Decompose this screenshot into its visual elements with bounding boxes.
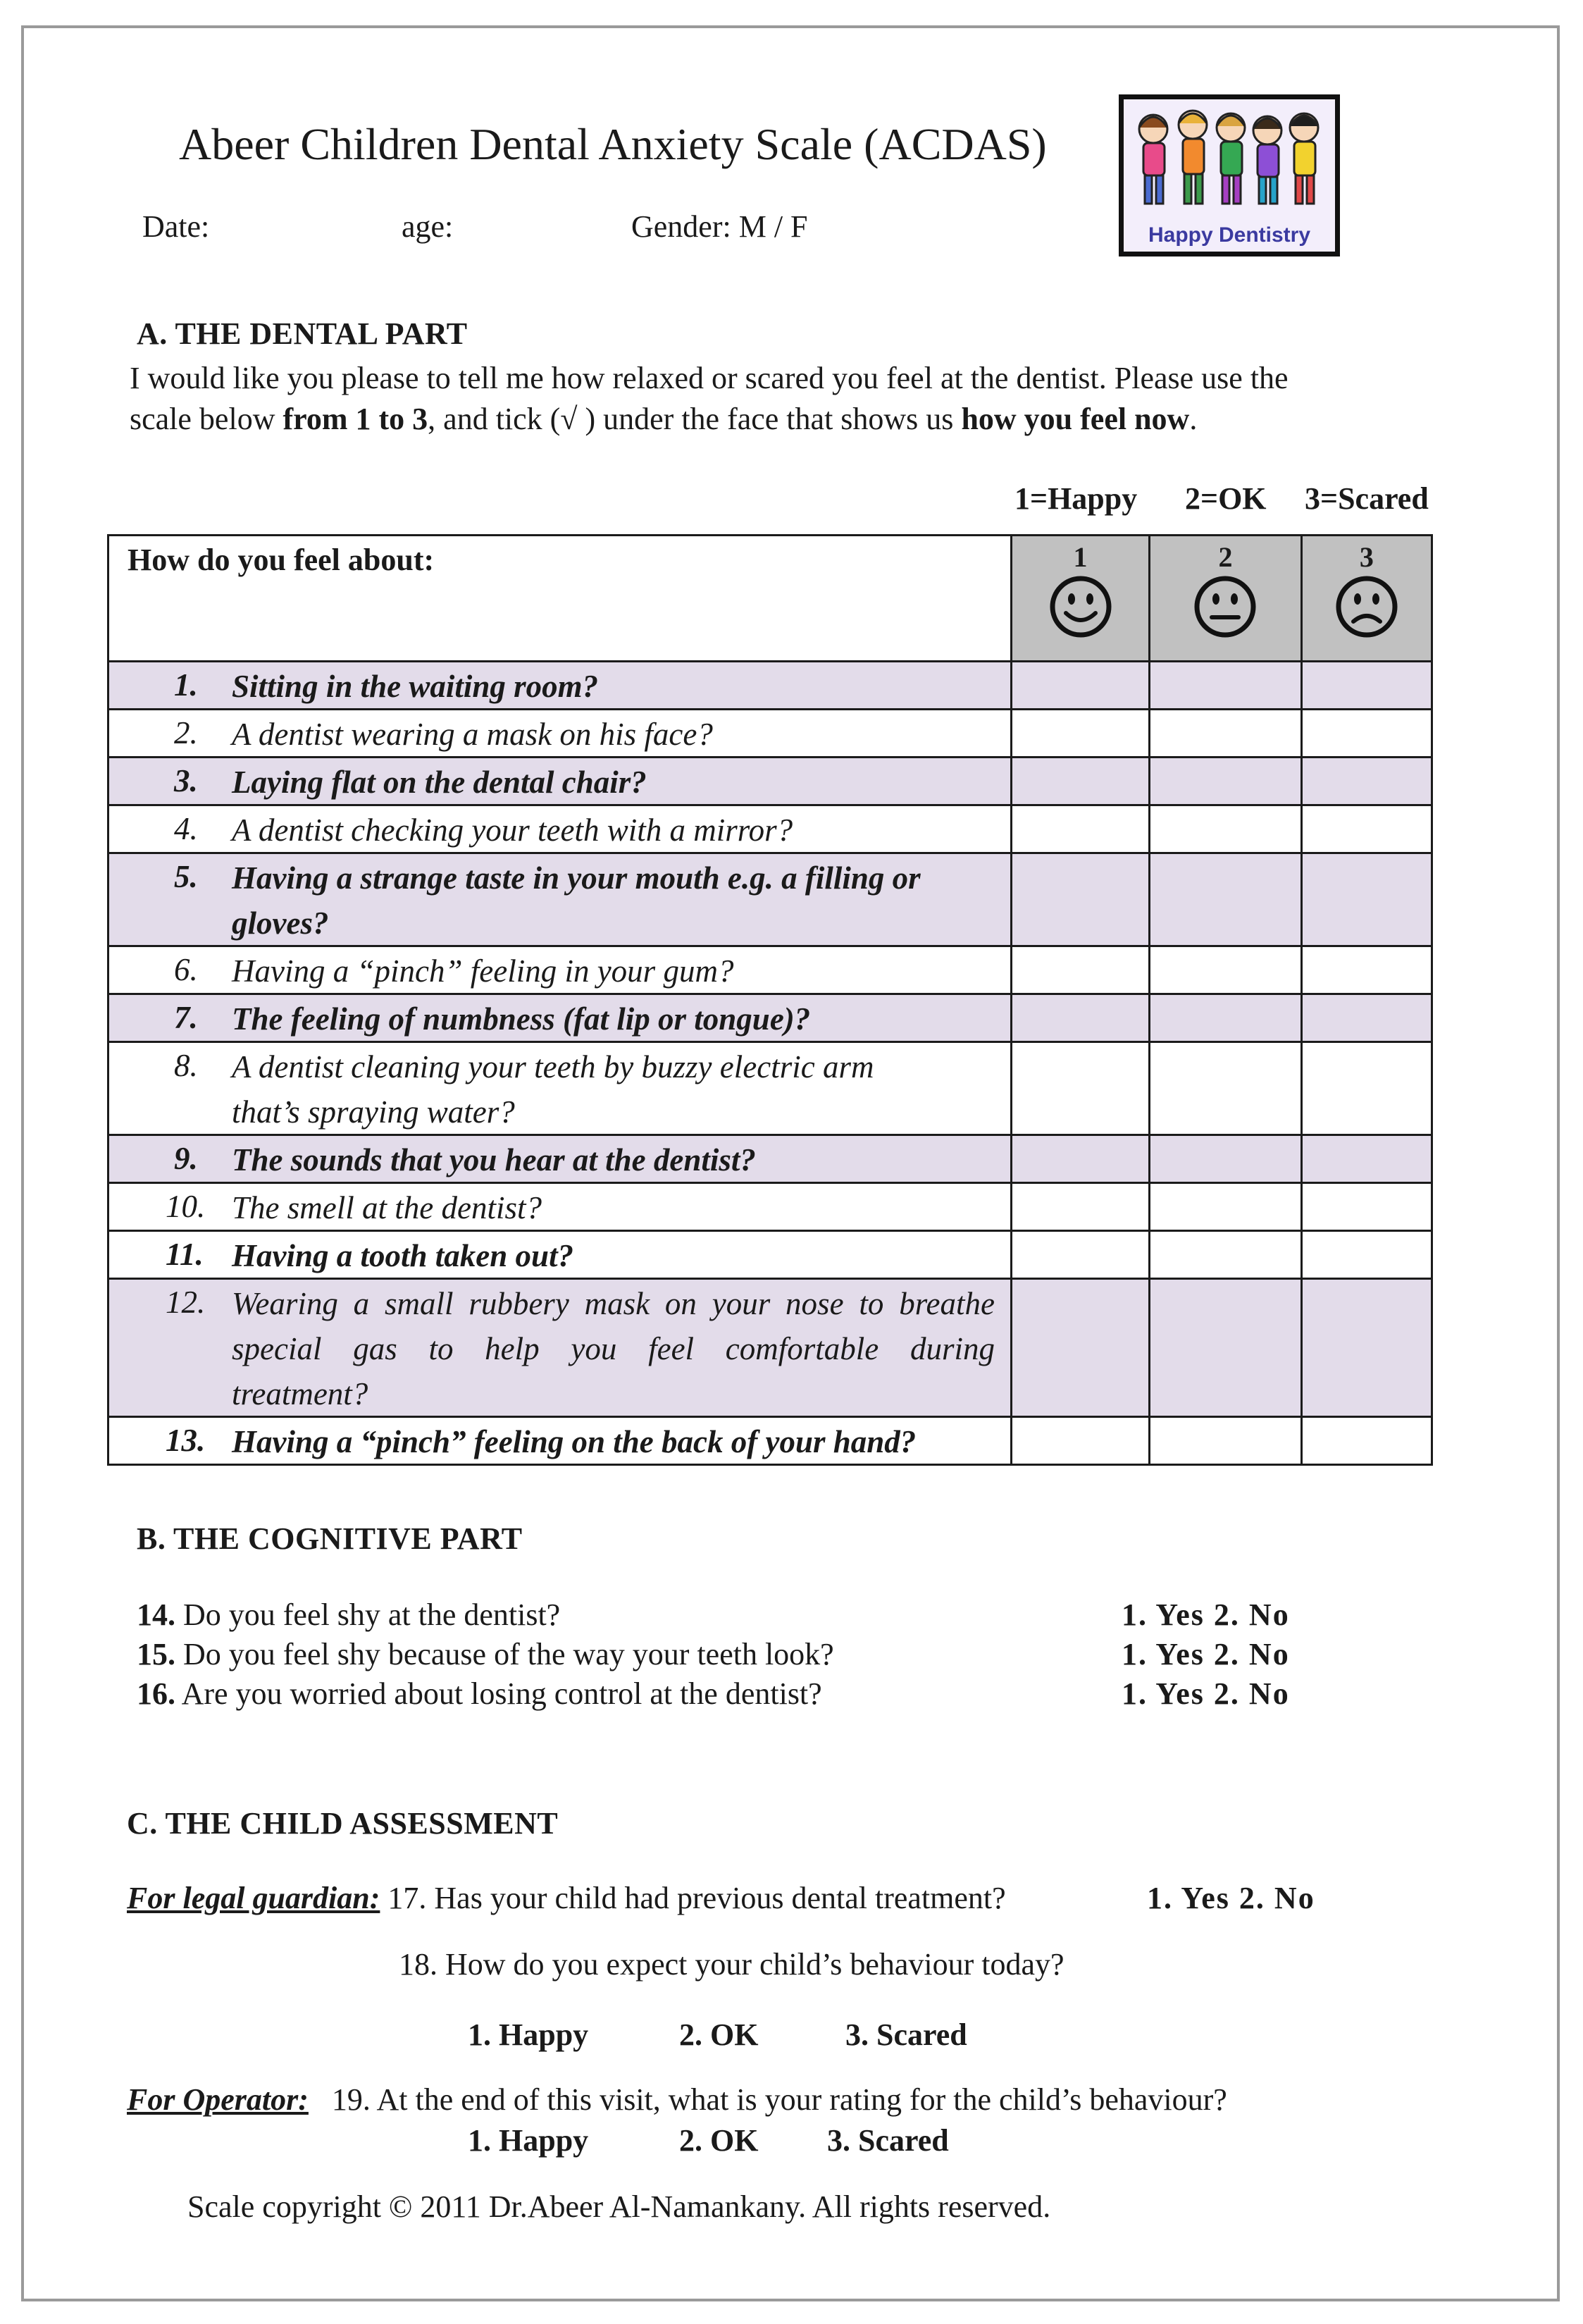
question-cell: 3. Laying flat on the dental chair? <box>108 758 1012 805</box>
question-14: 14. Do you feel shy at the dentist? <box>137 1597 561 1632</box>
question-cell: 7. The feeling of numbness (fat lip or tongue)? <box>108 994 1012 1042</box>
legend-scared: 3=Scared <box>1305 481 1429 516</box>
tick-box-scared[interactable] <box>1301 1183 1432 1231</box>
guardian-label: For legal guardian: <box>127 1881 380 1915</box>
table-header-question <box>108 536 1012 662</box>
face-column-2 <box>1150 536 1302 662</box>
tick-box-ok[interactable] <box>1150 1279 1302 1417</box>
question-19: 19. At the end of this visit, what is your rating for the child’s behaviour? <box>331 2082 1227 2117</box>
answer-16-yes-no[interactable]: 1. Yes 2. No <box>1122 1676 1290 1711</box>
table-row <box>108 662 1432 710</box>
guardian-row <box>127 1880 1006 1916</box>
question-15: 15. Do you feel shy because of the way your teeth look? <box>137 1637 834 1671</box>
question-cell: 12. Wearing a small rubbery mask on your nose to breathe special gas to help you feel comfortable during treatment? <box>108 1279 1012 1417</box>
table-row <box>108 1135 1432 1183</box>
table-header-label: How do you feel about: <box>128 543 435 577</box>
tick-box-ok[interactable] <box>1150 1183 1302 1231</box>
section-a-heading: A. THE DENTAL PART <box>137 316 468 351</box>
tick-box-ok[interactable] <box>1150 1417 1302 1465</box>
tick-box-scared[interactable] <box>1301 1417 1432 1465</box>
q18-option-ok[interactable]: 2. OK <box>679 2017 759 2052</box>
table-row <box>108 1279 1432 1417</box>
tick-box-happy[interactable] <box>1011 1183 1149 1231</box>
tick-box-scared[interactable] <box>1301 1279 1432 1417</box>
children-illustration-icon <box>1124 99 1335 219</box>
q18-option-scared[interactable]: 3. Scared <box>845 2017 967 2052</box>
q18-option-happy[interactable]: 1. Happy <box>468 2017 589 2052</box>
dental-anxiety-table <box>107 534 1433 1466</box>
happy-face-icon <box>1049 575 1112 638</box>
answer-17-yes-no[interactable]: 1. Yes 2. No <box>1147 1881 1315 1915</box>
intro-line-2: scale below from 1 to 3, and tick (√ ) under the face that shows us how you feel now. <box>130 402 1198 436</box>
legend-happy: 1=Happy <box>1014 481 1138 516</box>
tick-box-scared[interactable] <box>1301 1042 1432 1135</box>
tick-box-happy[interactable] <box>1011 1417 1149 1465</box>
answer-15-yes-no[interactable]: 1. Yes 2. No <box>1122 1637 1290 1671</box>
tick-box-scared[interactable] <box>1301 1231 1432 1279</box>
table-row <box>108 1042 1432 1135</box>
tick-box-ok[interactable] <box>1150 1042 1302 1135</box>
intro-line-1: I would like you please to tell me how relaxed or scared you feel at the dentist. Please use the <box>130 361 1289 395</box>
sad-face-icon <box>1335 575 1398 638</box>
question-cell: 2. A dentist wearing a mask on his face? <box>108 710 1012 758</box>
section-a-intro <box>130 358 1289 440</box>
table-row <box>108 805 1432 853</box>
tick-box-ok[interactable] <box>1150 758 1302 805</box>
question-cell: 9. The sounds that you hear at the dentist? <box>108 1135 1012 1183</box>
tick-box-scared[interactable] <box>1301 662 1432 710</box>
q19-option-scared[interactable]: 3. Scared <box>827 2123 949 2158</box>
tick-box-happy[interactable] <box>1011 710 1149 758</box>
tick-box-ok[interactable] <box>1150 805 1302 853</box>
table-row <box>108 1417 1432 1465</box>
table-row <box>108 1231 1432 1279</box>
answer-14-yes-no[interactable]: 1. Yes 2. No <box>1122 1597 1290 1632</box>
tick-box-happy[interactable] <box>1011 1042 1149 1135</box>
tick-box-ok[interactable] <box>1150 853 1302 946</box>
happy-dentistry-logo <box>1119 94 1340 256</box>
table-row <box>108 946 1432 994</box>
tick-box-ok[interactable] <box>1150 946 1302 994</box>
form-title: Abeer Children Dental Anxiety Scale (ACDAS) <box>179 119 1047 169</box>
question-cell: 13. Having a “pinch” feeling on the back of your hand? <box>108 1417 1012 1465</box>
question-cell: 6. Having a “pinch” feeling in your gum? <box>108 946 1012 994</box>
tick-box-scared[interactable] <box>1301 805 1432 853</box>
face-number-1: 1 <box>1073 541 1088 573</box>
tick-box-scared[interactable] <box>1301 994 1432 1042</box>
date-label: Date: <box>142 209 210 244</box>
face-number-3: 3 <box>1359 541 1374 573</box>
question-cell: 4. A dentist checking your teeth with a mirror? <box>108 805 1012 853</box>
tick-box-happy[interactable] <box>1011 1279 1149 1417</box>
question-18: 18. How do you expect your child’s behaviour today? <box>399 1947 1064 1982</box>
tick-box-happy[interactable] <box>1011 853 1149 946</box>
face-column-1 <box>1011 536 1149 662</box>
tick-box-happy[interactable] <box>1011 1231 1149 1279</box>
question-cell: 8. A dentist cleaning your teeth by buzzy electric arm that’s spraying water? <box>108 1042 1012 1135</box>
question-17: 17. Has your child had previous dental treatment? <box>387 1881 1006 1915</box>
tick-box-ok[interactable] <box>1150 662 1302 710</box>
table-row <box>108 994 1432 1042</box>
tick-box-happy[interactable] <box>1011 662 1149 710</box>
tick-box-ok[interactable] <box>1150 710 1302 758</box>
question-cell: 1. Sitting in the waiting room? <box>108 662 1012 710</box>
operator-row <box>127 2082 1227 2118</box>
question-cell: 11. Having a tooth taken out? <box>108 1231 1012 1279</box>
tick-box-happy[interactable] <box>1011 758 1149 805</box>
copyright-notice: Scale copyright © 2011 Dr.Abeer Al-Namankany. All rights reserved. <box>187 2189 1051 2224</box>
tick-box-happy[interactable] <box>1011 805 1149 853</box>
tick-box-happy[interactable] <box>1011 946 1149 994</box>
tick-box-scared[interactable] <box>1301 710 1432 758</box>
table-header-row <box>108 536 1432 662</box>
tick-box-happy[interactable] <box>1011 1135 1149 1183</box>
gender-label: Gender: M / F <box>631 209 808 244</box>
neutral-face-icon <box>1193 575 1257 638</box>
tick-box-scared[interactable] <box>1301 758 1432 805</box>
question-cell: 5. Having a strange taste in your mouth e.g. a filling or gloves? <box>108 853 1012 946</box>
face-column-3 <box>1301 536 1432 662</box>
tick-box-scared[interactable] <box>1301 946 1432 994</box>
tick-box-ok[interactable] <box>1150 994 1302 1042</box>
question-cell: 10. The smell at the dentist? <box>108 1183 1012 1231</box>
q19-option-happy[interactable]: 1. Happy <box>468 2123 589 2158</box>
table-row <box>108 710 1432 758</box>
table-row <box>108 758 1432 805</box>
tick-box-scared[interactable] <box>1301 853 1432 946</box>
legend-ok: 2=OK <box>1185 481 1267 516</box>
q19-option-ok[interactable]: 2. OK <box>679 2123 759 2158</box>
table-row <box>108 1183 1432 1231</box>
tick-box-happy[interactable] <box>1011 994 1149 1042</box>
tick-box-ok[interactable] <box>1150 1135 1302 1183</box>
operator-label: For Operator: <box>127 2082 309 2117</box>
section-b-heading: B. THE COGNITIVE PART <box>137 1521 523 1556</box>
age-label: age: <box>402 209 454 244</box>
face-number-2: 2 <box>1218 541 1233 573</box>
table-row <box>108 853 1432 946</box>
tick-box-ok[interactable] <box>1150 1231 1302 1279</box>
tick-box-scared[interactable] <box>1301 1135 1432 1183</box>
question-16: 16. Are you worried about losing control at the dentist? <box>137 1676 822 1711</box>
logo-caption: Happy Dentistry <box>1148 223 1311 247</box>
section-c-heading: C. THE CHILD ASSESSMENT <box>127 1806 559 1841</box>
